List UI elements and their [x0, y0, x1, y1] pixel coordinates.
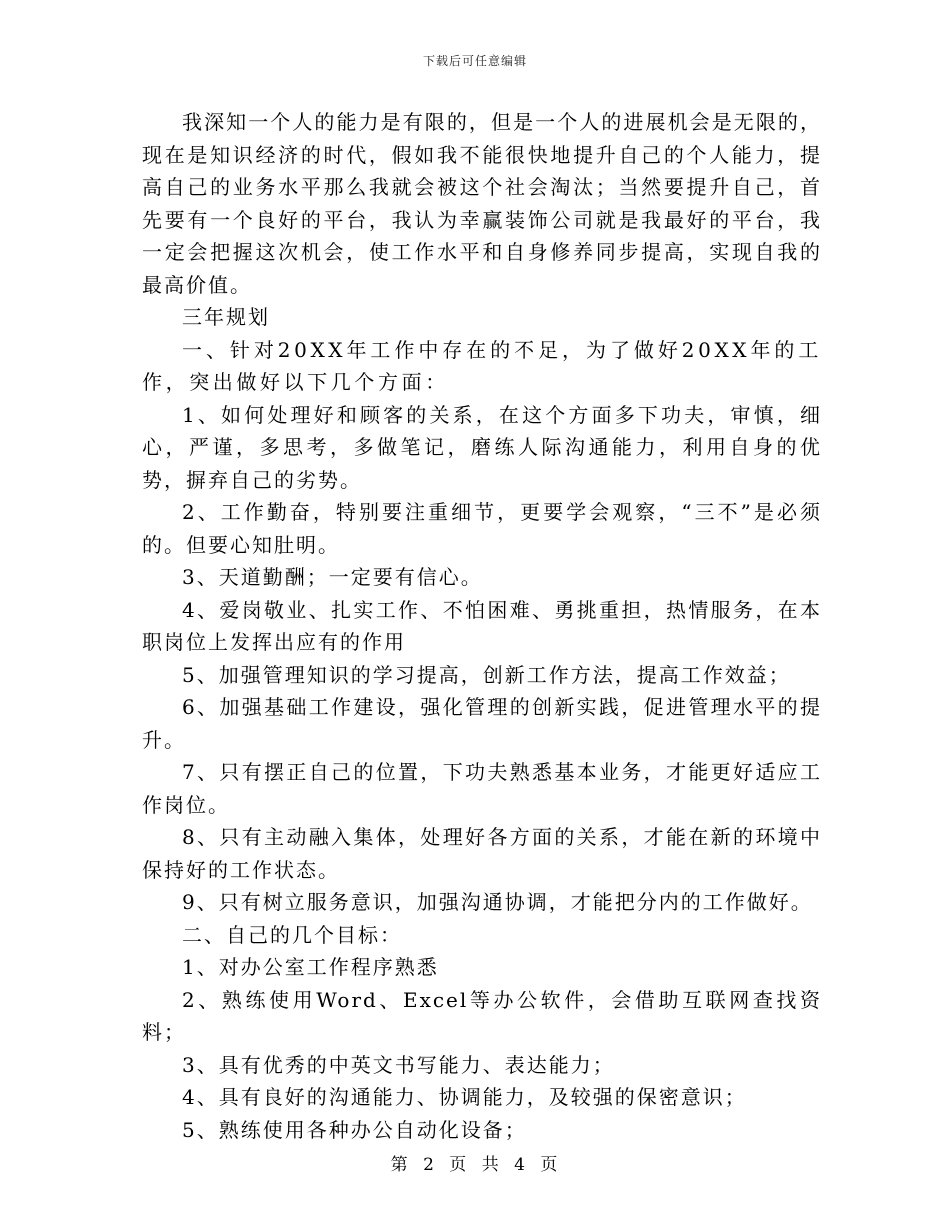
- section-heading-part-two: 二、自己的几个目标：: [182, 922, 402, 947]
- goal-item-5: 5、熟练使用各种办公自动化设备；: [182, 1117, 527, 1142]
- goal-item-1: 1、对办公室工作程序熟悉: [182, 955, 439, 979]
- list-item-2: 2、工作勤奋，特别要注重细节，更要学会观察，“三不”是必须的。但要心知肚明。: [142, 500, 822, 557]
- list-item-3: 3、天道勤酬；一定要有信心。: [182, 565, 483, 589]
- list-item-9: 9、只有树立服务意识，加强沟通协调，才能把分内的工作做好。: [182, 890, 813, 914]
- list-item-1: 1、如何处理好和顾客的关系，在这个方面多下功夫，审慎，细心，严谨，多思考，多做笔记，磨练人际沟通能力，利用自身的优势，摒弃自己的劣势。: [142, 402, 822, 492]
- list-item-4: 4、爱岗敬业、扎实工作、不怕困难、勇挑重担，热情服务，在本职岗位上发挥出应有的作用: [142, 597, 822, 654]
- list-item-6: 6、加强基础工作建设，强化管理的创新实践，促进管理水平的提升。: [142, 695, 822, 752]
- section-heading-three-year-plan: 三年规划: [182, 305, 270, 329]
- goal-item-2: 2、熟练使用Word、Excel等办公软件，会借助互联网查找资料；: [142, 987, 822, 1044]
- document-body: [142, 106, 822, 1146]
- list-item-7: 7、只有摆正自己的位置，下功夫熟悉基本业务，才能更好适应工作岗位。: [142, 760, 822, 817]
- list-item-5: 5、加强管理知识的学习提高，创新工作方法，提高工作效益；: [182, 662, 791, 687]
- goal-item-4: 4、具有良好的沟通能力、协调能力，及较强的保密意识；: [182, 1085, 747, 1109]
- paragraph-intro: 我深知一个人的能力是有限的，但是一个人的进展机会是无限的，现在是知识经济的时代，假如我不能很快地提升自己的个人能力，提高自己的业务水平那么我就会被这个社会淘汰；当然要提升自己，首先要有一个良好的平台，我认为幸赢装饰公司就是我最好的平台，我一定会把握这次机会，使工作水平和自身修养同步提高，实现自我的最高价值。: [142, 110, 822, 297]
- page-number-footer: 第 2 页 共 4 页: [390, 1155, 560, 1175]
- page-header-note: 下载后可任意编辑: [422, 54, 527, 68]
- section-heading-part-one: 一、针对20XX年工作中存在的不足，为了做好20XX年的工作，突出做好以下几个方面：: [142, 337, 822, 394]
- goal-item-3: 3、具有优秀的中英文书写能力、表达能力；: [182, 1052, 615, 1077]
- list-item-8: 8、只有主动融入集体，处理好各方面的关系，才能在新的环境中保持好的工作状态。: [142, 825, 822, 882]
